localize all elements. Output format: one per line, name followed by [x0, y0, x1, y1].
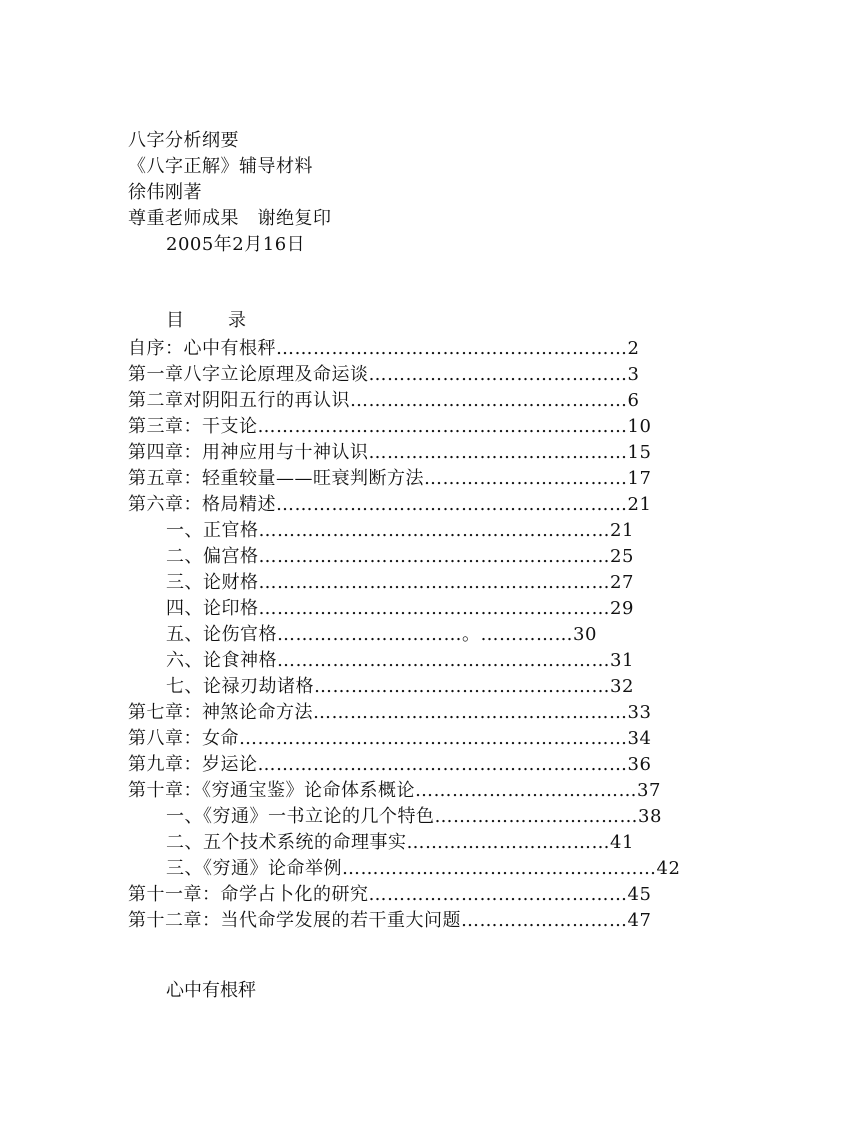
toc-subentry: 三、《穷通》论命举例……………………………………………42	[166, 858, 681, 879]
toc-subentry: 三、论财格…………………………………………………27	[166, 572, 634, 593]
document-title: 八字分析纲要	[128, 130, 239, 151]
copyright-notice: 尊重老师成果 谢绝复印	[128, 208, 332, 229]
toc-entry: 第一章八字立论原理及命运谈……………………………………3	[128, 364, 640, 385]
author-line: 徐伟刚著	[128, 182, 202, 203]
toc-title-right: 录	[228, 310, 246, 331]
toc-entry: 第五章：轻重较量——旺衰判断方法……………………………17	[128, 468, 652, 489]
toc-entry: 第九章：岁运论……………………………………………………36	[128, 754, 652, 775]
toc-entry: 自序：心中有根秤…………………………………………………2	[128, 338, 640, 359]
toc-entry: 第六章：格局精述…………………………………………………21	[128, 494, 652, 515]
toc-subentry: 四、论印格…………………………………………………29	[166, 598, 634, 619]
toc-subentry: 二、五个技术系统的命理事实……………………………41	[166, 832, 634, 853]
document-subtitle: 《八字正解》辅导材料	[128, 156, 313, 177]
toc-subentry: 七、论禄刃劫诸格…………………………………………32	[166, 676, 634, 697]
toc-title-left: 目	[166, 310, 184, 331]
toc-subentry: 一、正官格…………………………………………………21	[166, 520, 634, 541]
toc-subentry: 五、论伤官格…………………………。……………30	[166, 624, 597, 645]
toc-entry: 第十章：《穷通宝鉴》论命体系概论………………………………37	[128, 780, 661, 801]
toc-entry: 第十二章：当代命学发展的若干重大问题………………………47	[128, 910, 652, 931]
toc-entry: 第十一章：命学占卜化的研究……………………………………45	[128, 884, 652, 905]
section-heading: 心中有根秤	[166, 980, 256, 1001]
toc-subentry: 二、偏宫格…………………………………………………25	[166, 546, 634, 567]
toc-entry: 第三章：干支论……………………………………………………10	[128, 416, 652, 437]
toc-entry: 第二章对阴阳五行的再认识………………………………………6	[128, 390, 640, 411]
toc-title	[166, 308, 246, 334]
toc-entry: 第八章：女命………………………………………………………34	[128, 728, 652, 749]
toc-entry: 第七章：神煞论命方法……………………………………………33	[128, 702, 652, 723]
toc-subentry: 六、论食神格………………………………………………31	[166, 650, 634, 671]
toc-entry: 第四章：用神应用与十神认识……………………………………15	[128, 442, 652, 463]
toc-subentry: 一、《穷通》一书立论的几个特色……………………………38	[166, 806, 662, 827]
document-date: 2005年2月16日	[166, 234, 306, 255]
